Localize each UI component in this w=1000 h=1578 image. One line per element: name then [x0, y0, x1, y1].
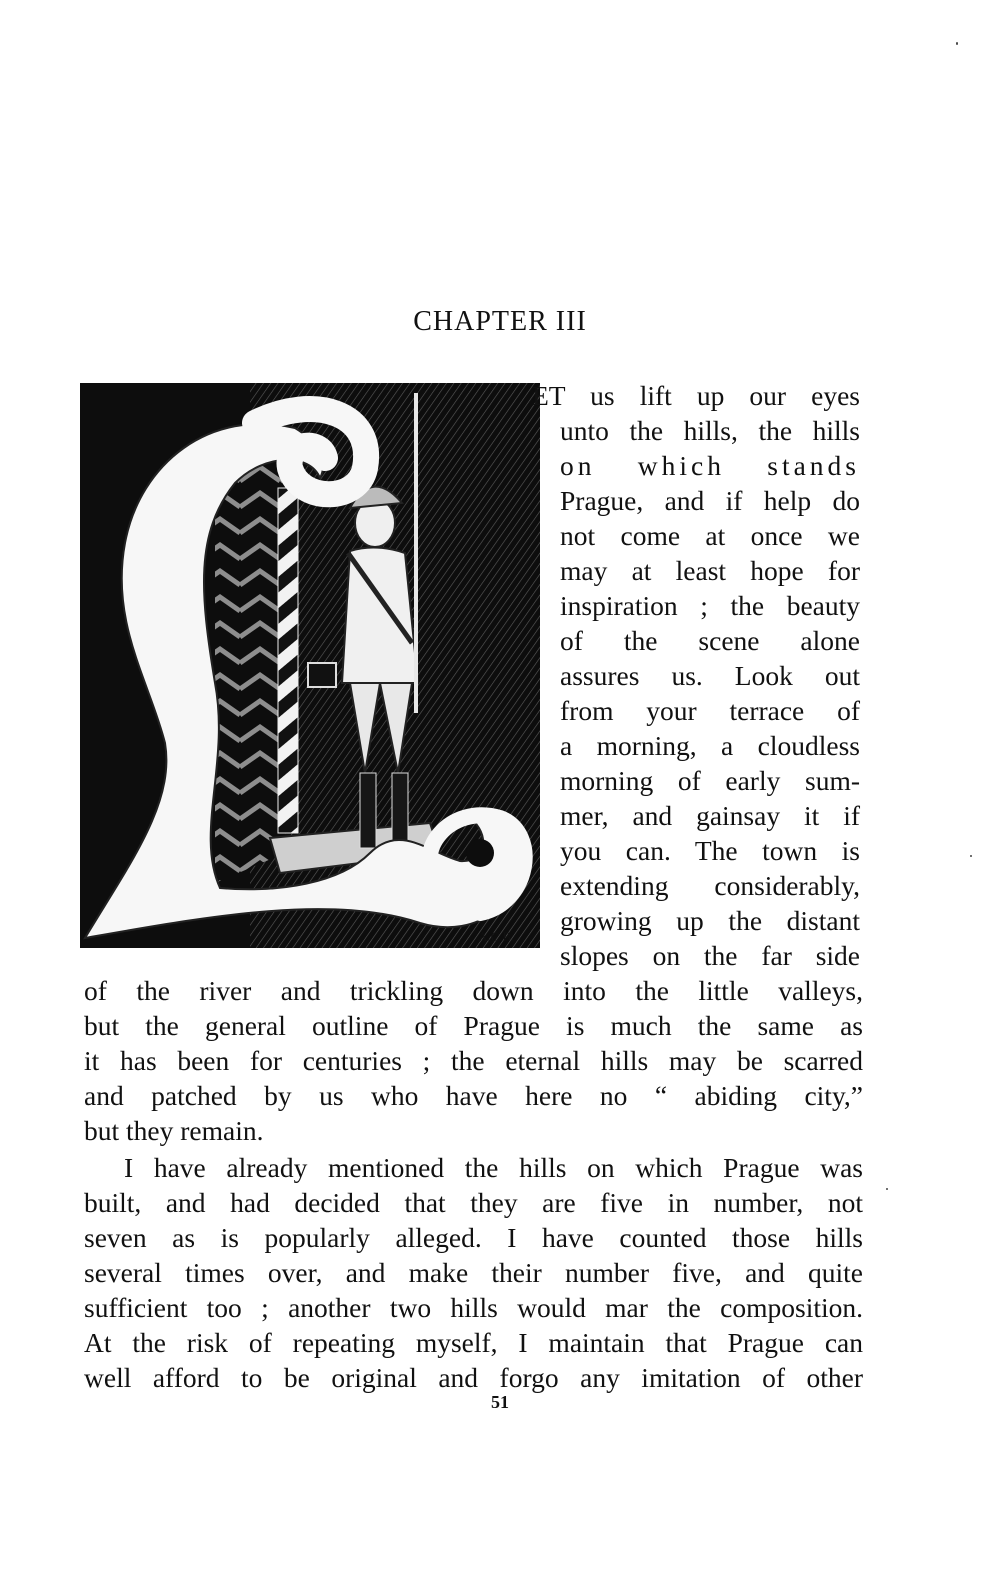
page-number: 51 — [491, 1392, 509, 1412]
text-line: Prague, and if help do — [560, 485, 860, 516]
text-line: built, and had decided that they are five in number, not — [84, 1187, 863, 1218]
text-line: At the risk of repeating myself, I maintain that Prague can — [84, 1327, 863, 1358]
drop-cap-letter-l-icon — [80, 383, 540, 948]
text-line: on which stands — [560, 450, 860, 481]
text-line: and patched by us who have here no “ abiding city,” — [84, 1080, 863, 1111]
text-line: not come at once we — [560, 520, 860, 551]
text-line: growing up the distant — [560, 905, 860, 936]
text-line: inspiration ; the beauty — [560, 590, 860, 621]
text-line: I have already mentioned the hills on which Prague was — [124, 1152, 863, 1183]
text-line: from your terrace of — [560, 695, 860, 726]
text-line: mer, and gainsay it if — [560, 800, 860, 831]
text-line: it has been for centuries ; the eternal hills may be scarred — [84, 1045, 863, 1076]
text-line: of the river and trickling down into the little valleys, — [84, 975, 863, 1006]
text-line: but they remain. — [84, 1115, 264, 1146]
text-line: may at least hope for — [560, 555, 860, 586]
text-line: morning of early sum- — [560, 765, 860, 796]
text-line: well afford to be original and forgo any imitation of other — [84, 1362, 863, 1393]
text-line: ET us lift up our eyes — [532, 380, 860, 411]
scan-speck — [886, 1188, 888, 1190]
text-line: sufficient too ; another two hills would mar the composition. — [84, 1292, 863, 1323]
text-line: a morning, a cloudless — [560, 730, 860, 761]
chapter-title: CHAPTER III — [413, 306, 587, 337]
scan-speck — [970, 855, 972, 857]
text-line: seven as is popularly alleged. I have counted those hills — [84, 1222, 863, 1253]
text-line: you can. The town is — [560, 835, 860, 866]
text-line: but the general outline of Prague is much the same as — [84, 1010, 863, 1041]
drop-cap-illustration — [80, 383, 540, 948]
scan-speck — [956, 42, 958, 45]
text-line: of the scene alone — [560, 625, 860, 656]
text-line: assures us. Look out — [560, 660, 860, 691]
text-line: extending considerably, — [560, 870, 860, 901]
text-line: several times over, and make their number five, and quite — [84, 1257, 863, 1288]
artist-monogram: A.C.B. — [478, 929, 515, 944]
text-line: slopes on the far side — [560, 940, 860, 971]
text-line: unto the hills, the hills — [560, 415, 860, 446]
